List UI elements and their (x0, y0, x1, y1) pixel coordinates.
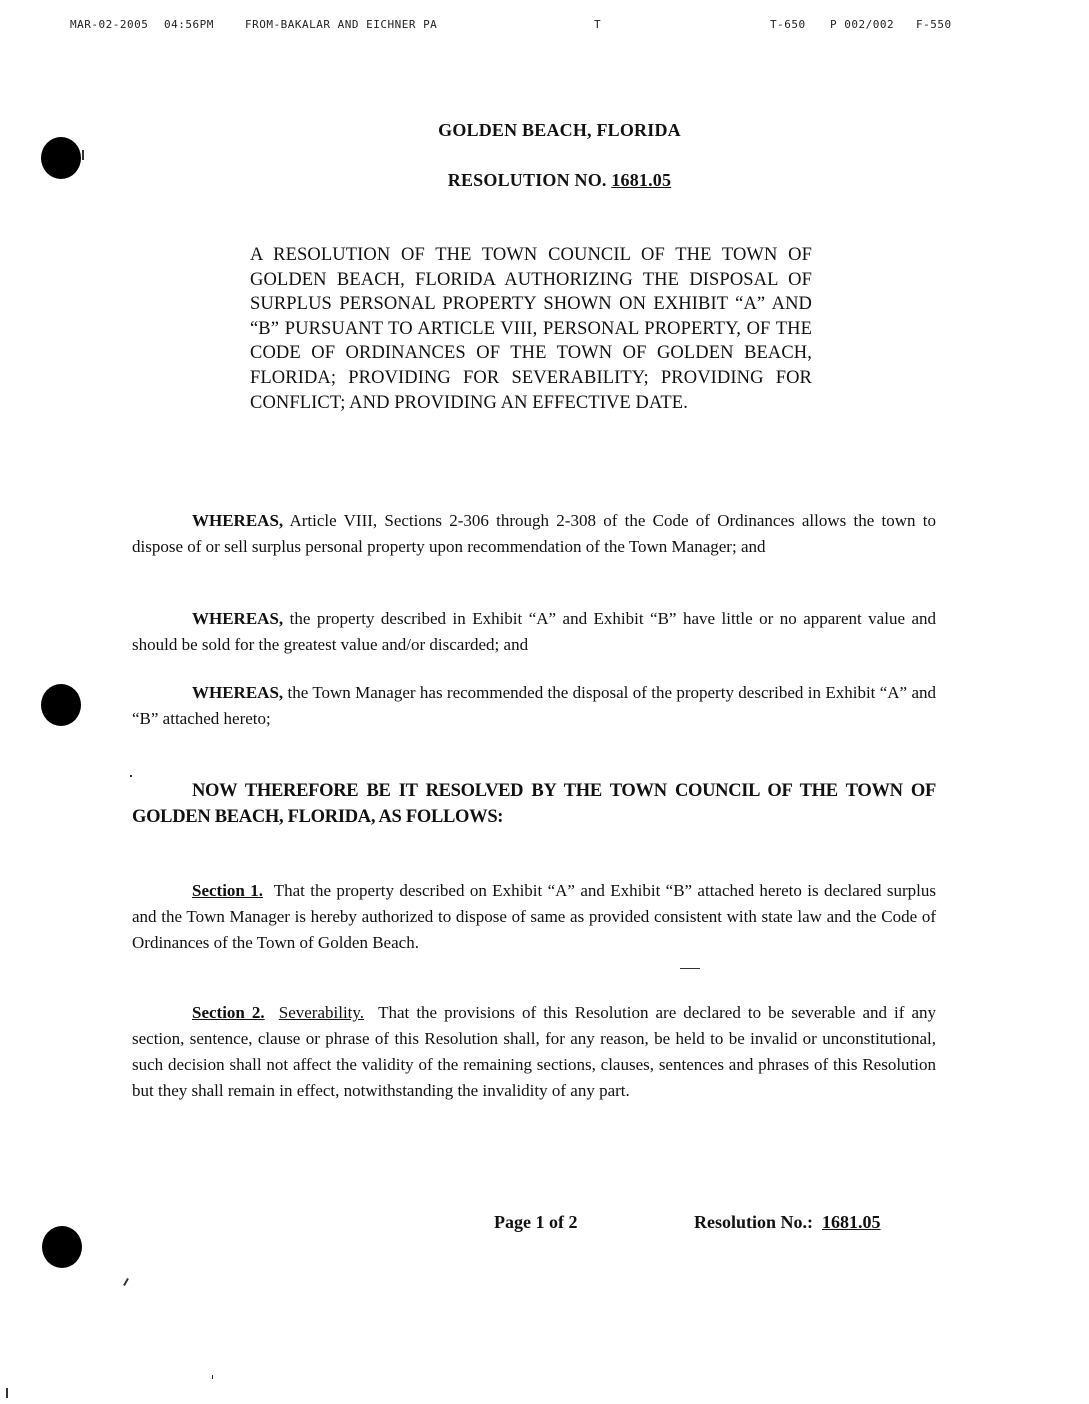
resolution-number: 1681.05 (611, 170, 672, 190)
scan-artifact (212, 1375, 213, 1379)
resolution-label: RESOLUTION NO. (447, 170, 607, 190)
footer-resolution-number: 1681.05 (822, 1212, 881, 1232)
section-label: Section 2. (192, 1003, 265, 1022)
whereas-text: the property described in Exhibit “A” and Exhibit “B” have little or no apparent value and should be sold for the greatest value and/or discarded; and (132, 609, 936, 654)
fax-id: F-550 (916, 18, 952, 31)
scan-artifact (123, 1278, 129, 1286)
resolved-text: NOW THEREFORE BE IT RESOLVED BY THE TOWN COUNCIL OF THE TOWN OF GOLDEN BEACH, FLORIDA, AS FOLLOWS: (132, 781, 936, 827)
whereas-clause (132, 680, 936, 732)
resolution-heading (30, 170, 1089, 191)
municipality-heading: GOLDEN BEACH, FLORIDA (438, 120, 681, 140)
fax-page-count: P 002/002 (830, 18, 895, 31)
section-2 (132, 1000, 936, 1104)
whereas-clause (132, 508, 936, 560)
whereas-text: Article VIII, Sections 2-306 through 2-308 of the Code of Ordinances allows the town to dispose of or sell surplus personal property upon recommendation of the Town Manager; and (132, 511, 936, 556)
fax-time: 04:56PM (164, 18, 214, 31)
scan-artifact (82, 150, 84, 160)
whereas-clause (132, 606, 936, 658)
footer-resolution-label: Resolution No.: (694, 1212, 814, 1232)
section-1 (132, 878, 936, 956)
page-indicator: Page 1 of 2 (494, 1212, 578, 1232)
fax-mark: T (594, 18, 602, 31)
whereas-text: the Town Manager has recommended the disposal of the property described in Exhibit “A” and “B” attached hereto; (132, 683, 936, 728)
fax-sender: FROM-BAKALAR AND EICHNER PA (245, 18, 438, 31)
section-text: That the property described on Exhibit “A” and Exhibit “B” attached hereto is declared surplus and the Town Manager is hereby authorized to dispose of same as provided consistent with state law and the Code of Ordinances of the Town of Golden Beach. (132, 881, 937, 952)
fax-date: MAR-02-2005 (70, 18, 149, 31)
scan-artifact (680, 968, 700, 969)
section-label: Section 1. (192, 881, 263, 900)
footer-resolution (694, 1212, 881, 1233)
whereas-lead: WHEREAS, (192, 511, 284, 530)
punch-hole-icon (42, 1226, 82, 1268)
whereas-lead: WHEREAS, (192, 609, 284, 628)
punch-hole-icon (41, 684, 81, 726)
fax-transmission-header (70, 18, 959, 34)
resolved-clause (132, 778, 936, 830)
resolution-abstract: A RESOLUTION OF THE TOWN COUNCIL OF THE TOWN OF GOLDEN BEACH, FLORIDA AUTHORIZING THE DISPOSAL OF SURPLUS PERSONAL PROPERTY SHOWN ON EXHIBIT “A” AND “B” PURSUANT TO ARTICLE VIII, PERSONAL PROPERTY, OF THE CODE OF ORDINANCES OF THE TOWN OF GOLDEN BEACH, FLORIDA; PROVIDING FOR SEVERABILITY; PROVIDING FOR CONFLICT; AND PROVIDING AN EFFECTIVE DATE. (250, 245, 812, 413)
scan-artifact (130, 775, 132, 777)
section-title: Severability. (278, 1003, 365, 1022)
section-text: That the provisions of this Resolution are declared to be severable and if any section, sentence, clause or phrase of this Resolution shall, for any reason, be held to be invalid or unconstitutional, such decision shall not affect the validity of the remaining sections, clauses, sentences and phrases of this Resolution but they shall remain in effect, notwithstanding the invalidity of any part. (132, 1003, 936, 1100)
fax-transmission-id: T-650 (770, 18, 806, 31)
scan-artifact (6, 1388, 8, 1398)
whereas-lead: WHEREAS, (192, 683, 284, 702)
